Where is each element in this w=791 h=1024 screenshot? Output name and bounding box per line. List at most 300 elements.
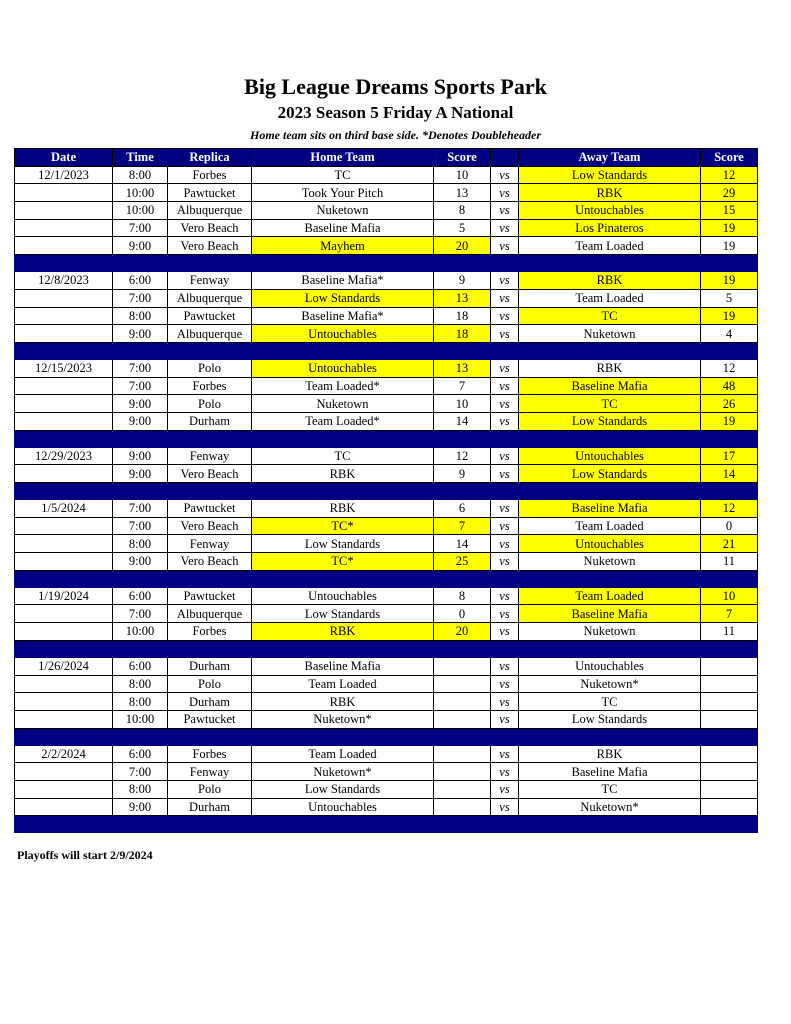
game-time: 9:00: [113, 553, 168, 571]
home-team: Baseline Mafia: [252, 657, 434, 675]
table-row: [15, 272, 758, 290]
game-date: [15, 307, 113, 325]
game-date: 1/26/2024: [15, 657, 113, 675]
away-score: [701, 763, 758, 781]
game-replica: Durham: [168, 412, 252, 430]
away-score: [701, 780, 758, 798]
home-team: Low Standards: [252, 605, 434, 623]
column-header-away-score: Score: [701, 149, 758, 167]
game-time: 10:00: [113, 710, 168, 728]
game-time: 9:00: [113, 325, 168, 343]
game-date: [15, 377, 113, 395]
week-separator-bar: [15, 816, 758, 833]
game-replica: Pawtucket: [168, 500, 252, 518]
game-date: [15, 780, 113, 798]
table-row: [15, 325, 758, 343]
column-header-away-team: Away Team: [519, 149, 701, 167]
away-score: 12: [701, 359, 758, 377]
home-score: 9: [434, 465, 491, 483]
away-score: 12: [701, 166, 758, 184]
game-replica: Fenway: [168, 447, 252, 465]
table-row: [15, 184, 758, 202]
game-replica: Vero Beach: [168, 465, 252, 483]
away-team: Team Loaded: [519, 587, 701, 605]
home-team: Team Loaded: [252, 675, 434, 693]
column-header-time: Time: [113, 149, 168, 167]
vs-label: vs: [491, 710, 519, 728]
game-time: 7:00: [113, 289, 168, 307]
away-score: 29: [701, 184, 758, 202]
home-score: 20: [434, 623, 491, 641]
away-team: Team Loaded: [519, 289, 701, 307]
away-team: Baseline Mafia: [519, 377, 701, 395]
game-replica: Forbes: [168, 377, 252, 395]
home-score: [434, 745, 491, 763]
page-subtitle: 2023 Season 5 Friday A National: [277, 103, 514, 122]
away-team: Low Standards: [519, 710, 701, 728]
away-team: TC: [519, 307, 701, 325]
home-team: Team Loaded: [252, 745, 434, 763]
away-team: Low Standards: [519, 465, 701, 483]
page-title: Big League Dreams Sports Park: [244, 74, 547, 99]
home-score: 12: [434, 447, 491, 465]
table-row: [15, 237, 758, 255]
home-team: Untouchables: [252, 325, 434, 343]
game-time: 7:00: [113, 517, 168, 535]
home-team: Untouchables: [252, 359, 434, 377]
vs-label: vs: [491, 412, 519, 430]
away-team: Untouchables: [519, 535, 701, 553]
away-score: 5: [701, 289, 758, 307]
away-team: Team Loaded: [519, 237, 701, 255]
game-date: 12/8/2023: [15, 272, 113, 290]
table-row: [15, 377, 758, 395]
away-score: 19: [701, 219, 758, 237]
home-score: 20: [434, 237, 491, 255]
game-time: 9:00: [113, 395, 168, 413]
game-date: [15, 202, 113, 220]
table-row: [15, 693, 758, 711]
game-time: 7:00: [113, 500, 168, 518]
home-team: Nuketown: [252, 202, 434, 220]
game-date: 2/2/2024: [15, 745, 113, 763]
away-score: 48: [701, 377, 758, 395]
home-score: 25: [434, 553, 491, 571]
game-replica: Polo: [168, 675, 252, 693]
game-time: 9:00: [113, 412, 168, 430]
week-separator: [15, 255, 758, 272]
away-team: Baseline Mafia: [519, 500, 701, 518]
game-date: [15, 325, 113, 343]
week-separator-bar: [15, 640, 758, 657]
game-time: 7:00: [113, 605, 168, 623]
home-team: RBK: [252, 693, 434, 711]
home-score: 0: [434, 605, 491, 623]
away-score: 19: [701, 307, 758, 325]
week-separator: [15, 430, 758, 447]
away-score: [701, 657, 758, 675]
game-time: 6:00: [113, 745, 168, 763]
week-separator: [15, 640, 758, 657]
home-score: 9: [434, 272, 491, 290]
game-date: [15, 219, 113, 237]
home-team: Untouchables: [252, 798, 434, 816]
column-header-vs: [491, 149, 519, 167]
game-time: 7:00: [113, 377, 168, 395]
game-date: [15, 693, 113, 711]
table-row: [15, 289, 758, 307]
home-score: [434, 657, 491, 675]
away-score: 17: [701, 447, 758, 465]
game-time: 9:00: [113, 465, 168, 483]
home-score: 13: [434, 359, 491, 377]
game-date: [15, 535, 113, 553]
home-team: TC*: [252, 517, 434, 535]
game-date: [15, 710, 113, 728]
away-team: Nuketown*: [519, 675, 701, 693]
game-date: [15, 605, 113, 623]
week-separator-bar: [15, 430, 758, 447]
game-replica: Fenway: [168, 535, 252, 553]
game-replica: Albuquerque: [168, 325, 252, 343]
vs-label: vs: [491, 359, 519, 377]
table-row: [15, 359, 758, 377]
away-score: [701, 798, 758, 816]
vs-label: vs: [491, 693, 519, 711]
game-date: [15, 675, 113, 693]
vs-label: vs: [491, 763, 519, 781]
game-replica: Polo: [168, 780, 252, 798]
table-row: [15, 166, 758, 184]
home-score: 7: [434, 377, 491, 395]
week-separator-bar: [15, 570, 758, 587]
home-team: Baseline Mafia*: [252, 272, 434, 290]
home-team: TC: [252, 166, 434, 184]
vs-label: vs: [491, 623, 519, 641]
table-row: [15, 780, 758, 798]
home-team: Team Loaded*: [252, 377, 434, 395]
week-separator-bar: [15, 255, 758, 272]
table-row: [15, 307, 758, 325]
away-score: 19: [701, 272, 758, 290]
table-row: [15, 447, 758, 465]
home-score: 14: [434, 412, 491, 430]
vs-label: vs: [491, 798, 519, 816]
away-score: [701, 745, 758, 763]
game-replica: Albuquerque: [168, 605, 252, 623]
home-team: Low Standards: [252, 535, 434, 553]
home-score: 13: [434, 289, 491, 307]
game-date: 12/1/2023: [15, 166, 113, 184]
away-score: 14: [701, 465, 758, 483]
away-team: TC: [519, 395, 701, 413]
game-replica: Vero Beach: [168, 237, 252, 255]
week-separator: [15, 483, 758, 500]
home-team: RBK: [252, 500, 434, 518]
away-score: 21: [701, 535, 758, 553]
away-team: RBK: [519, 272, 701, 290]
vs-label: vs: [491, 465, 519, 483]
game-date: [15, 395, 113, 413]
away-score: [701, 675, 758, 693]
column-header-replica: Replica: [168, 149, 252, 167]
game-replica: Pawtucket: [168, 184, 252, 202]
vs-label: vs: [491, 447, 519, 465]
game-replica: Durham: [168, 693, 252, 711]
vs-label: vs: [491, 377, 519, 395]
game-replica: Forbes: [168, 166, 252, 184]
game-time: 10:00: [113, 623, 168, 641]
home-score: [434, 693, 491, 711]
away-team: RBK: [519, 745, 701, 763]
away-score: 11: [701, 623, 758, 641]
column-header-home-score: Score: [434, 149, 491, 167]
game-time: 6:00: [113, 587, 168, 605]
away-team: Team Loaded: [519, 517, 701, 535]
table-row: [15, 605, 758, 623]
home-team: Low Standards: [252, 289, 434, 307]
away-team: Low Standards: [519, 166, 701, 184]
game-replica: Albuquerque: [168, 289, 252, 307]
away-team: RBK: [519, 184, 701, 202]
schedule-body: [15, 166, 758, 833]
game-date: [15, 623, 113, 641]
table-row: [15, 517, 758, 535]
game-time: 8:00: [113, 166, 168, 184]
away-score: [701, 710, 758, 728]
home-team: Mayhem: [252, 237, 434, 255]
away-score: 11: [701, 553, 758, 571]
schedule-header-row: [15, 149, 758, 167]
vs-label: vs: [491, 289, 519, 307]
away-team: RBK: [519, 359, 701, 377]
vs-label: vs: [491, 500, 519, 518]
home-score: 10: [434, 166, 491, 184]
away-score: 0: [701, 517, 758, 535]
game-replica: Vero Beach: [168, 517, 252, 535]
home-team: RBK: [252, 465, 434, 483]
game-time: 6:00: [113, 272, 168, 290]
home-score: 14: [434, 535, 491, 553]
game-replica: Pawtucket: [168, 710, 252, 728]
game-replica: Durham: [168, 657, 252, 675]
vs-label: vs: [491, 272, 519, 290]
game-replica: Vero Beach: [168, 219, 252, 237]
schedule-table: [14, 148, 758, 833]
table-row: [15, 798, 758, 816]
week-separator: [15, 816, 758, 833]
game-date: [15, 553, 113, 571]
home-team: RBK: [252, 623, 434, 641]
game-date: 12/29/2023: [15, 447, 113, 465]
home-score: 5: [434, 219, 491, 237]
table-row: [15, 395, 758, 413]
table-row: [15, 710, 758, 728]
away-team: Baseline Mafia: [519, 605, 701, 623]
vs-label: vs: [491, 517, 519, 535]
away-score: 19: [701, 237, 758, 255]
game-date: [15, 517, 113, 535]
game-date: 1/19/2024: [15, 587, 113, 605]
game-replica: Vero Beach: [168, 553, 252, 571]
away-team: TC: [519, 780, 701, 798]
away-score: 10: [701, 587, 758, 605]
column-header-home-team: Home Team: [252, 149, 434, 167]
game-time: 9:00: [113, 447, 168, 465]
home-score: [434, 798, 491, 816]
away-team: Los Pinateros: [519, 219, 701, 237]
game-date: [15, 465, 113, 483]
game-replica: Fenway: [168, 763, 252, 781]
home-team: Nuketown: [252, 395, 434, 413]
vs-label: vs: [491, 535, 519, 553]
home-team: TC: [252, 447, 434, 465]
game-time: 6:00: [113, 657, 168, 675]
game-time: 7:00: [113, 763, 168, 781]
home-team: Nuketown*: [252, 763, 434, 781]
vs-label: vs: [491, 325, 519, 343]
table-row: [15, 412, 758, 430]
table-row: [15, 657, 758, 675]
home-score: 8: [434, 202, 491, 220]
game-date: [15, 798, 113, 816]
away-team: Low Standards: [519, 412, 701, 430]
game-date: [15, 237, 113, 255]
week-separator: [15, 342, 758, 359]
vs-label: vs: [491, 780, 519, 798]
table-row: [15, 623, 758, 641]
table-row: [15, 587, 758, 605]
week-separator-bar: [15, 728, 758, 745]
vs-label: vs: [491, 202, 519, 220]
vs-label: vs: [491, 553, 519, 571]
week-separator-bar: [15, 483, 758, 500]
home-score: 18: [434, 307, 491, 325]
game-date: 12/15/2023: [15, 359, 113, 377]
home-score: [434, 763, 491, 781]
game-time: 8:00: [113, 675, 168, 693]
vs-label: vs: [491, 587, 519, 605]
game-replica: Durham: [168, 798, 252, 816]
vs-label: vs: [491, 307, 519, 325]
home-team: Baseline Mafia*: [252, 307, 434, 325]
home-team: Baseline Mafia: [252, 219, 434, 237]
game-replica: Fenway: [168, 272, 252, 290]
home-team: Untouchables: [252, 587, 434, 605]
away-team: Untouchables: [519, 202, 701, 220]
table-row: [15, 553, 758, 571]
away-score: 15: [701, 202, 758, 220]
page-note: Home team sits on third base side. *Denotes Doubleheader: [250, 128, 541, 142]
game-replica: Forbes: [168, 745, 252, 763]
game-time: 9:00: [113, 237, 168, 255]
game-time: 10:00: [113, 202, 168, 220]
table-row: [15, 500, 758, 518]
game-replica: Pawtucket: [168, 587, 252, 605]
away-team: Nuketown: [519, 553, 701, 571]
home-team: TC*: [252, 553, 434, 571]
game-date: [15, 184, 113, 202]
home-score: [434, 780, 491, 798]
home-score: [434, 675, 491, 693]
away-score: 7: [701, 605, 758, 623]
game-date: 1/5/2024: [15, 500, 113, 518]
away-score: 4: [701, 325, 758, 343]
game-time: 7:00: [113, 359, 168, 377]
home-score: [434, 710, 491, 728]
week-separator-bar: [15, 342, 758, 359]
home-score: 6: [434, 500, 491, 518]
table-row: [15, 745, 758, 763]
home-team: Took Your Pitch: [252, 184, 434, 202]
home-score: 7: [434, 517, 491, 535]
game-time: 10:00: [113, 184, 168, 202]
table-row: [15, 535, 758, 553]
game-replica: Polo: [168, 359, 252, 377]
game-time: 7:00: [113, 219, 168, 237]
game-time: 8:00: [113, 693, 168, 711]
away-score: 19: [701, 412, 758, 430]
game-replica: Forbes: [168, 623, 252, 641]
away-team: Nuketown*: [519, 798, 701, 816]
vs-label: vs: [491, 395, 519, 413]
vs-label: vs: [491, 166, 519, 184]
vs-label: vs: [491, 219, 519, 237]
game-replica: Polo: [168, 395, 252, 413]
game-replica: Pawtucket: [168, 307, 252, 325]
away-team: Nuketown: [519, 623, 701, 641]
game-replica: Albuquerque: [168, 202, 252, 220]
table-row: [15, 219, 758, 237]
playoffs-note: Playoffs will start 2/9/2024: [17, 848, 153, 862]
game-time: 8:00: [113, 780, 168, 798]
table-row: [15, 202, 758, 220]
week-separator: [15, 570, 758, 587]
vs-label: vs: [491, 675, 519, 693]
home-score: 18: [434, 325, 491, 343]
game-date: [15, 412, 113, 430]
home-score: 13: [434, 184, 491, 202]
table-row: [15, 465, 758, 483]
vs-label: vs: [491, 745, 519, 763]
vs-label: vs: [491, 605, 519, 623]
table-row: [15, 763, 758, 781]
away-team: Untouchables: [519, 657, 701, 675]
vs-label: vs: [491, 657, 519, 675]
home-score: 8: [434, 587, 491, 605]
home-team: Low Standards: [252, 780, 434, 798]
week-separator: [15, 728, 758, 745]
away-score: [701, 693, 758, 711]
game-date: [15, 289, 113, 307]
away-team: Baseline Mafia: [519, 763, 701, 781]
game-date: [15, 763, 113, 781]
home-team: Nuketown*: [252, 710, 434, 728]
game-time: 8:00: [113, 535, 168, 553]
home-score: 10: [434, 395, 491, 413]
game-time: 9:00: [113, 798, 168, 816]
away-score: 26: [701, 395, 758, 413]
game-time: 8:00: [113, 307, 168, 325]
vs-label: vs: [491, 237, 519, 255]
away-score: 12: [701, 500, 758, 518]
column-header-date: Date: [15, 149, 113, 167]
away-team: Untouchables: [519, 447, 701, 465]
home-team: Team Loaded*: [252, 412, 434, 430]
vs-label: vs: [491, 184, 519, 202]
away-team: Nuketown: [519, 325, 701, 343]
away-team: TC: [519, 693, 701, 711]
